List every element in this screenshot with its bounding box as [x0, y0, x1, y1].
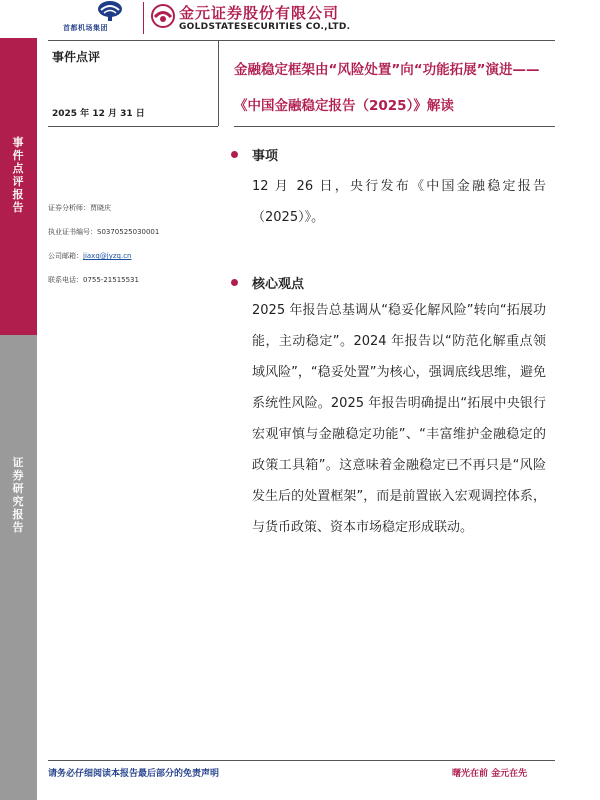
header	[37, 0, 600, 38]
analyst-name: 贾晓庆	[90, 204, 111, 212]
report-date: 2025 年 12 月 31 日	[52, 109, 145, 119]
phone-label: 联系电话：	[48, 276, 83, 284]
section-body-viewpoint: 2025 年报告总基调从“稳妥化解风险”转向“拓展功能，主动稳定”。2024 年报告以“防范化解重点领域风险”，“稳妥处置”为核心，强调底线思维，避免系统性风险。2025 年报告明确提出“拓展中央银行宏观审慎与金融稳定功能”、“丰富维护金融稳定的政策工具箱”。这意味着金融稳定已不再只是“风险发生后的处置框架”，而是前置嵌入宏观调控体系，与货币政策、资本市场稳定形成联动。	[252, 303, 546, 535]
section-bullet-icon	[231, 151, 238, 158]
section-heading-event: 事项	[252, 149, 279, 164]
sidebar-report-type-label: 事件点评报告	[12, 136, 24, 214]
section-body-event: 12 月 26 日，央行发布《中国金融稳定报告（2025）》。	[252, 179, 546, 225]
top-rule	[48, 40, 555, 41]
group-logo	[63, 0, 135, 38]
sidebar	[0, 0, 37, 800]
footer-rule	[48, 760, 555, 761]
panel-bottom-rule	[48, 126, 218, 127]
section-bullet-icon	[231, 279, 238, 286]
report-category: 事件点评	[52, 50, 101, 64]
license-number: S0370525030001	[97, 228, 160, 236]
analyst-label: 证券分析师：	[48, 204, 90, 212]
header-divider	[143, 2, 144, 34]
group-logo-icon	[97, 0, 123, 22]
section-heading-viewpoint: 核心观点	[252, 277, 305, 292]
title-rule	[234, 126, 555, 127]
brand-name-cn: 金元证券股份有限公司	[179, 4, 340, 22]
phone-line	[48, 275, 139, 285]
panel-divider	[218, 41, 219, 126]
license-line	[48, 227, 159, 237]
sidebar-bottom-band	[0, 335, 37, 800]
analyst-line	[48, 203, 111, 213]
group-logo-text: 首都机场集团	[63, 24, 108, 32]
report-title: 金融稳定框架由“风险处置”向“功能拓展”演进——《中国金融稳定报告（2025）》解读	[234, 62, 540, 114]
brand-logo-icon	[149, 4, 177, 28]
disclaimer-notice: 请务必仔细阅读本报告最后部分的免责声明	[48, 769, 220, 779]
email-label: 公司邮箱：	[48, 252, 83, 260]
sidebar-top-band	[0, 38, 37, 335]
email-link[interactable]: jiaxq@jyzq.cn	[83, 252, 132, 260]
footer-slogan: 曙光在前 金元在先	[452, 769, 528, 779]
email-line	[48, 251, 131, 261]
sidebar-research-label: 证券研究报告	[12, 456, 24, 534]
brand-name-en: GOLDSTATESECURITIES CO.,LTD.	[179, 22, 351, 32]
phone-number: 0755-21515531	[83, 276, 139, 284]
license-label: 执业证书编号：	[48, 228, 97, 236]
